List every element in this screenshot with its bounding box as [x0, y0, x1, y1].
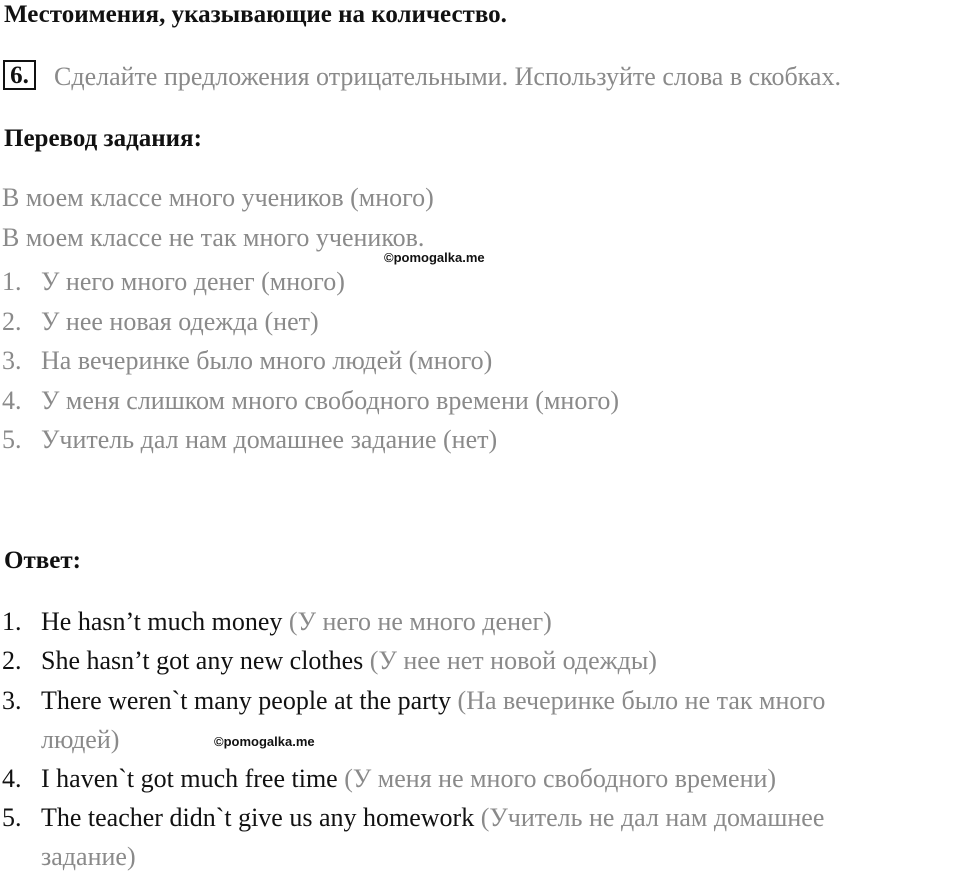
answer-english: I haven`t got much free time — [41, 764, 338, 793]
list-item-text: На вечеринке было много людей (много) — [41, 346, 493, 375]
answer-english: There weren`t many people at the party — [41, 686, 452, 715]
answer-text — [41, 684, 825, 718]
list-item-text: У нее новая одежда (нет) — [41, 307, 319, 336]
answer-text — [41, 801, 824, 835]
answer-english: He hasn’t much money — [41, 607, 283, 636]
answer-english: The teacher didn`t give us any homework — [41, 803, 475, 832]
answer-russian-continuation: задание) — [41, 842, 136, 871]
translation-heading: Перевод задания: — [4, 125, 202, 152]
list-item-text: У него много денег (много) — [41, 267, 345, 296]
list-item-text: У меня слишком много свободного времени (много) — [41, 386, 619, 415]
list-item-number: 1. — [2, 267, 22, 296]
answer-russian: (У меня не много свободного времени) — [344, 764, 777, 793]
answer-english: She hasn’t got any new clothes — [41, 646, 364, 675]
answer-number: 5. — [2, 803, 22, 832]
list-item-number: 4. — [2, 386, 22, 415]
answer-text — [41, 644, 657, 678]
answer-russian-continuation: людей) — [41, 725, 120, 754]
task-instruction: Сделайте предложения отрицательными. Используйте слова в скобках. — [54, 62, 841, 91]
example-line-1: В моем классе много учеников (много) — [2, 183, 434, 212]
answer-russian: (У нее нет новой одежды) — [369, 646, 657, 675]
answer-russian: (Учитель не дал нам домашнее — [480, 803, 825, 832]
list-item-text: Учитель дал нам домашнее задание (нет) — [41, 425, 498, 454]
task-number-box: 6. — [3, 60, 36, 90]
answer-number: 2. — [2, 646, 22, 675]
example-line-2: В моем классе не так много учеников. — [2, 223, 425, 252]
answer-number: 4. — [2, 764, 22, 793]
page-title: Местоимения, указывающие на количество. — [4, 1, 507, 28]
watermark: ©pomogalka.me — [384, 250, 485, 265]
watermark: ©pomogalka.me — [214, 734, 315, 749]
answer-number: 1. — [2, 607, 22, 636]
answer-russian: (На вечеринке было не так много — [457, 686, 826, 715]
answer-text — [41, 762, 776, 796]
answer-russian: (У него не много денег) — [288, 607, 552, 636]
list-item-number: 3. — [2, 346, 22, 375]
answer-text — [41, 605, 552, 639]
list-item-number: 2. — [2, 307, 22, 336]
answer-number: 3. — [2, 686, 22, 715]
answer-heading: Ответ: — [4, 547, 81, 574]
list-item-number: 5. — [2, 425, 22, 454]
